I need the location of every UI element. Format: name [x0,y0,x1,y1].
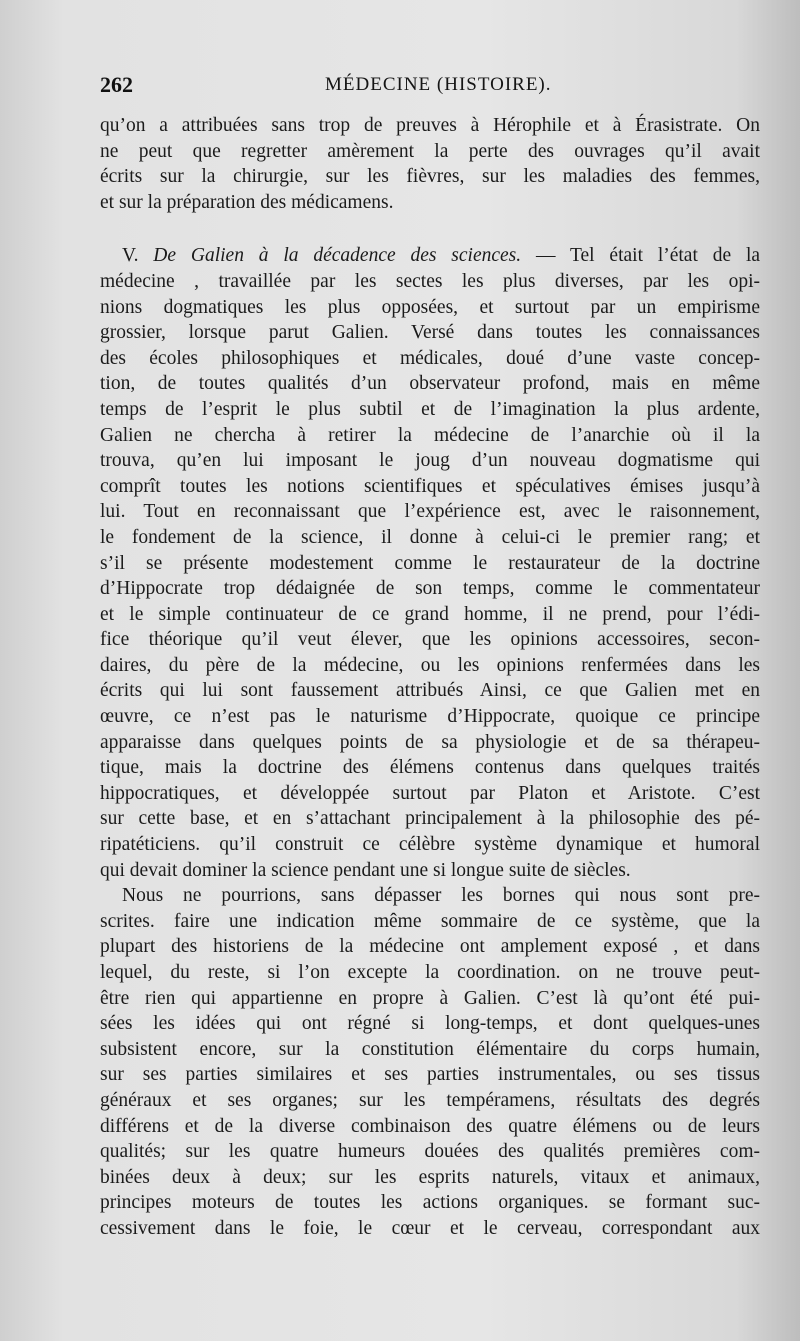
body-text [100,113,760,1242]
text-line: daires, du père de la médecine, ou les opinions renfermées dans les [100,654,760,676]
text-line: d’Hippocrate trop dédaignée de son temps, comme le commentateur [100,578,760,600]
section-first-line-text: — Tel était l’état de la [535,245,760,267]
text-line: sées les idées qui ont régné si long-temps, et dont quelques-unes [100,1013,760,1035]
text-line: qui devait dominer la science pendant une si longue suite de siècles. [100,859,631,881]
text-line: différens et de la diverse combinaison des quatre élémens ou de leurs [100,1115,760,1137]
text-line: lequel, du reste, si l’on excepte la coordination. on ne trouve peut- [100,962,760,983]
paragraph [100,113,760,215]
paragraph [100,883,760,1241]
text-line: plupart des historiens de la médecine ont amplement exposé , et dans [100,936,760,958]
text-line: s’il se présente modestement comme le restaurateur de la doctrine [100,552,760,574]
text-line: principes moteurs de toutes les actions organiques. se formant suc- [100,1192,760,1214]
text-line: qualités; sur les quatre humeurs douées des qualités premières com- [100,1141,760,1163]
text-line: qu’on a attribuées sans trop de preuves à Hérophile et à Érasistrate. On [100,115,760,136]
text-line: généraux et ses organes; sur les tempéramens, résultats des degrés [100,1089,760,1111]
text-line: ripatéticiens. qu’il construit ce célèbre système dynamique et humoral [100,834,760,856]
text-line: œuvre, ce n’est pas le naturisme d’Hippocrate, quoique ce principe [100,706,760,728]
text-line: lui. Tout en reconnaissant que l’expérience est, avec le raisonnement, [100,501,760,523]
section-title: De Galien à la décadence des sciences. [153,245,522,267]
text-line: tique, mais la doctrine des élémens contenus dans quelques traités [100,757,760,779]
text-line: et le simple continuateur de ce grand homme, il ne prend, pour l’édi- [100,603,760,625]
text-line: Galien ne chercha à retirer la médecine de l’anarchie où il la [100,424,760,446]
page-header [100,72,760,102]
running-head: MÉDECINE (HISTOIRE). [325,74,552,95]
text-line: écrits qui lui sont faussement attribués Ainsi, ce que Galien met en [100,680,760,702]
text-line: et sur la préparation des médicamens. [100,191,394,213]
text-line: cessivement dans le foie, le cœur et le cerveau, correspondant aux [100,1217,760,1239]
text-line: apparaisse dans quelques points de sa physiologie et de sa thérapeu- [100,731,760,753]
text-line: ne peut que regretter amèrement la perte des ouvrages qu’il avait [100,140,760,162]
text-line: hippocratiques, et développée surtout par Platon et Aristote. C’est [100,782,760,804]
section-paragraph [100,243,760,883]
text-line: le fondement de la science, il donne à celui-ci le premier rang; et [100,526,760,548]
text-line: scrites. faire une indication même sommaire de ce système, que la [100,910,760,932]
text-line: nions dogmatiques les plus opposées, et surtout par un empirisme [100,296,760,318]
text-line: sur ses parties similaires et ses parties instrumentales, ou ses tissus [100,1064,760,1086]
text-line: temps de l’esprit le plus subtil et de l’imagination la plus ardente, [100,398,760,420]
text-line: subsistent encore, sur la constitution élémentaire du corps humain, [100,1038,760,1060]
page-number: 262 [100,72,133,97]
text-line: tion, de toutes qualités d’un observateur profond, mais en même [100,373,760,395]
text-line: binées deux à deux; sur les esprits naturels, vitaux et animaux, [100,1166,760,1188]
text-line: comprît toutes les notions scientifiques et spéculatives émises jusqu’à [100,475,760,497]
text-line: Nous ne pourrions, sans dépasser les bornes qui nous sont pre- [122,885,760,907]
text-line: des écoles philosophiques et médicales, doué d’une vaste concep- [100,347,760,369]
text-line: trouva, qu’en lui imposant le joug d’un nouveau dogmatisme qui [100,450,760,472]
text-line: sur cette base, et en s’attachant principalement à la philosophie des pé- [100,808,760,830]
text-line: fice théorique qu’il veut élever, que les opinions accessoires, secon- [100,629,760,651]
text-line: médecine , travaillée par les sectes les plus diverses, par les opi- [100,270,760,292]
section-heading-line [100,243,760,269]
section-label: V. [122,245,139,267]
text-line: être rien qui appartienne en propre à Galien. C’est là qu’ont été pui- [100,987,760,1009]
text-line: écrits sur la chirurgie, sur les fièvres, sur les maladies des femmes, [100,166,760,188]
text-line: grossier, lorsque parut Galien. Versé dans toutes les connaissances [100,322,760,344]
